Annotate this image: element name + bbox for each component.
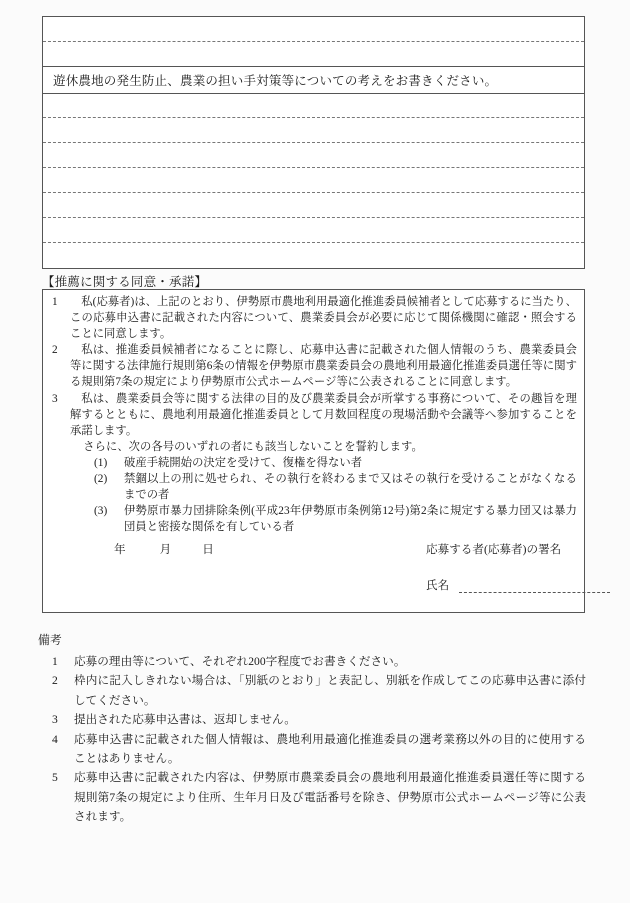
subclause-lead-text: さらに、次の各号のいずれの者にも該当しないことを誓約します。 [83,440,423,453]
write-line[interactable] [43,143,584,168]
remarks-title: 備考 [38,633,62,647]
name-input-line[interactable] [459,582,610,593]
date-field-row[interactable] [114,541,214,557]
write-line[interactable] [43,42,584,67]
write-line[interactable] [43,193,584,218]
consent-box [42,289,585,613]
year-label: 年 [114,543,126,556]
clause-text: 私は、農業委員会等に関する法律の目的及び農業委員会が所掌する事務について、その趣旨を理解するとともに、農地利用最適化推進委員として月数回程度の現場活動や会議等へ参加することを承諾します。 [70,392,577,437]
clause-text: 私(応募者)は、上記のとおり、伊勢原市農地利用最適化推進委員候補者として応募するに当たり、この応募申込書に記載された内容について、農業委員会が必要に応じて関係機関に確認・照会することに同意します。 [70,296,577,341]
remark-item [38,710,598,729]
write-line[interactable] [43,93,584,118]
write-line[interactable] [43,118,584,143]
subclause-text: 禁錮以上の刑に処せられ、その執行を終わるまで又はその執行を受けることがなくなるまでの者 [124,473,577,502]
subclause-number: (3) [94,505,108,518]
clause-text: 私は、推進委員候補者になることに際し、応募申込書に記載された個人情報のうち、農業委員会等に関する法律施行規則第6条の情報を伊勢原市農業委員会の農地利用最適化推進委員選任等に関する規則第7条の規定により伊勢原市公式ホームページ等に公表されることに同意します。 [70,344,577,389]
remark-number: 4 [52,732,58,746]
remark-item [38,671,598,710]
remark-number: 1 [52,655,58,668]
write-line[interactable] [43,243,584,268]
remark-item [38,730,598,769]
consent-heading: 【推薦に関する同意・承諾】 [42,275,208,289]
remark-item [38,652,598,671]
consent-subclause [50,503,577,535]
consent-subclause [50,471,577,503]
signer-label: 応募する者(応募者)の署名 [426,543,562,556]
clause-number: 3 [52,392,58,405]
name-field-row[interactable] [426,577,610,593]
remark-number: 3 [52,713,58,727]
consent-clause [50,391,577,439]
remark-text: 応募申込書に記載された個人情報は、農地利用最適化推進委員の選考業務以外の目的に使用することはありません。 [74,732,586,766]
remark-number: 5 [52,771,58,785]
consent-subclause [50,455,577,471]
name-label: 氏名 [426,579,450,592]
write-line[interactable] [43,218,584,243]
subclause-text: 伊勢原市暴力団排除条例(平成23年伊勢原市条例第12号)第2条に規定する暴力団又は暴力団員と密接な関係を有している者 [124,505,577,534]
remark-item [38,768,598,826]
day-label: 日 [202,543,214,556]
subclause-number: (1) [94,456,108,469]
remark-text: 提出された応募申込書は、返却しません。 [74,713,296,727]
remarks-section [38,631,598,827]
signature-area [43,541,584,607]
subclause-number: (2) [94,473,108,486]
free-write-label: 遊休農地の発生防止、農業の担い手対策等についての考えをお書きください。 [53,74,498,88]
write-line[interactable] [43,17,584,42]
remark-text: 応募の理由等について、それぞれ200字程度でお書きください。 [74,655,406,668]
clause-number: 2 [52,344,58,357]
clause-number: 1 [52,296,58,308]
free-write-table [42,16,585,269]
consent-clause [50,294,577,342]
subclause-text: 破産手続開始の決定を受けて、復権を得ない者 [124,456,363,469]
write-line[interactable] [43,168,584,193]
remark-number: 2 [52,674,58,688]
month-label: 月 [159,543,172,556]
consent-clause [50,342,577,390]
remark-text: 応募申込書に記載された内容は、伊勢原市農業委員会の農地利用最適化推進委員選任等に関する規則第7条の規定により住所、生年月日及び電話番号を除き、伊勢原市公式ホームページ等に公表されます。 [74,771,586,824]
remark-text: 枠内に記入しきれない場合は、「別紙のとおり」と表記し、別紙を作成してこの応募申込書に添付してください。 [74,674,586,707]
